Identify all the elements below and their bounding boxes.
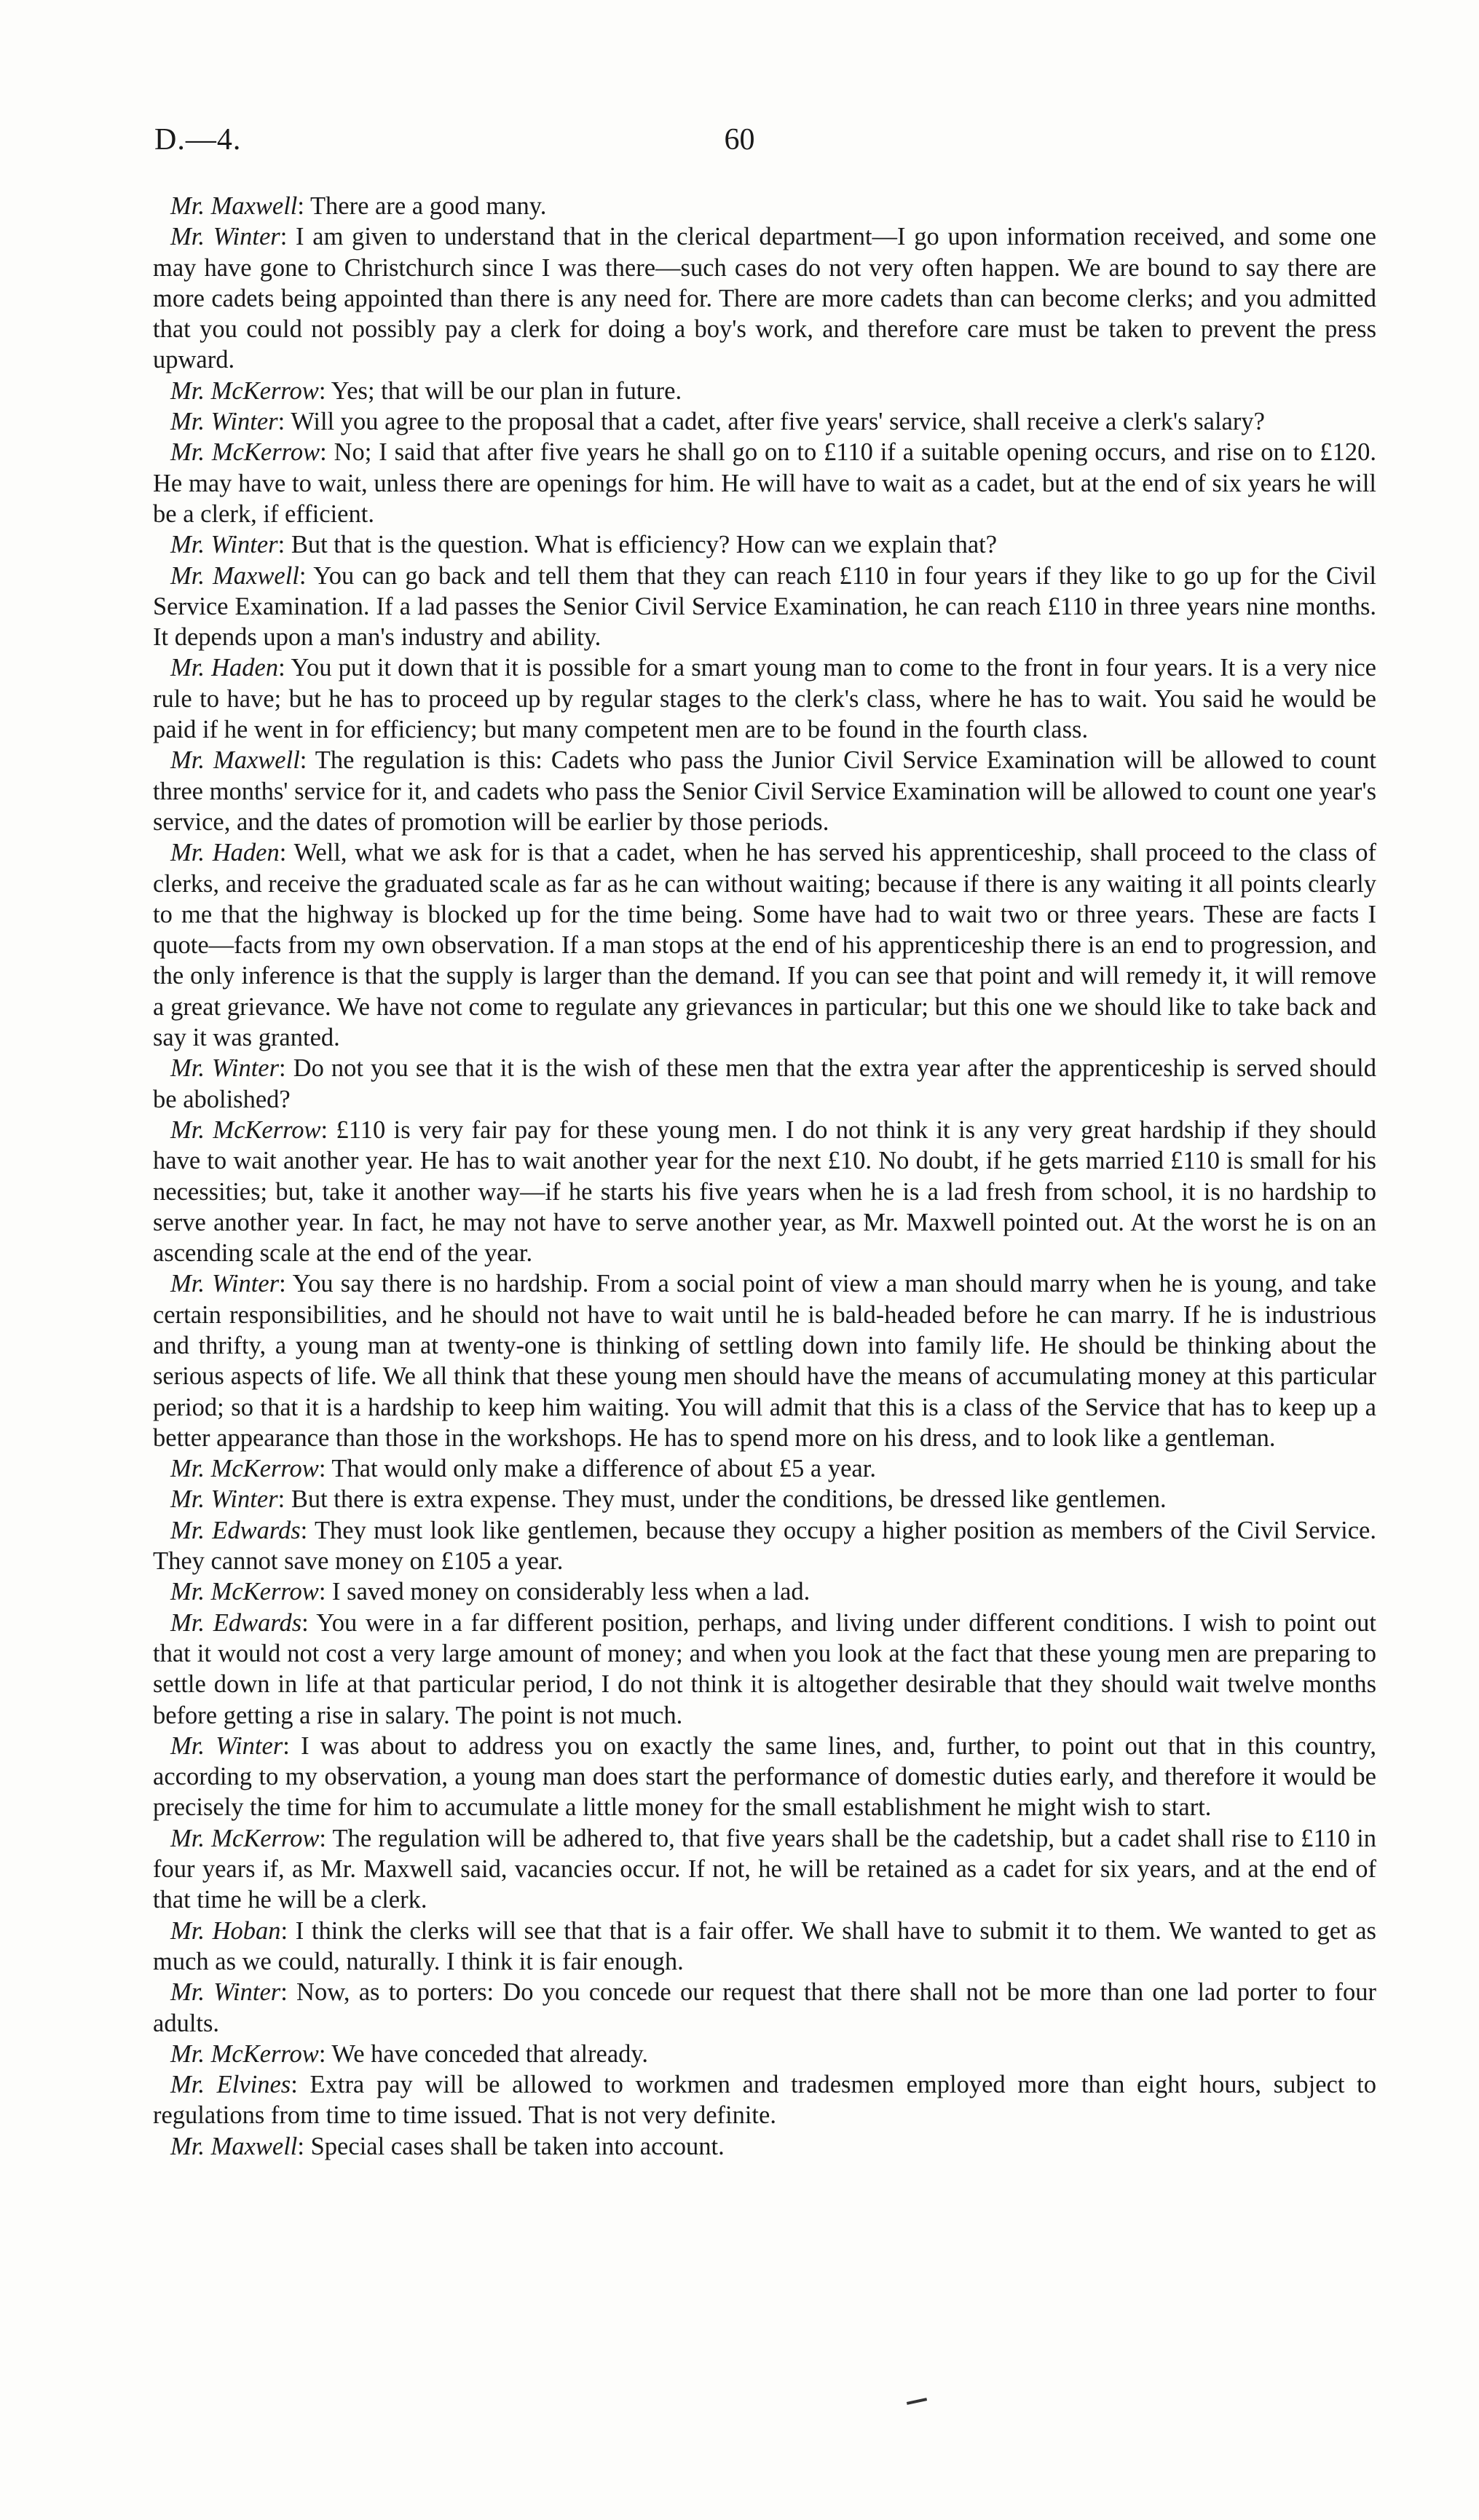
speech-text: £110 is very fair pay for these young men. I do not think it is any very great hardship if they should have to wait another year. He has to wait another year for the next £10. No doubt, if he gets married £110 is small for his necessities; but, take it another way—if he starts his five years when he is a lad fresh from school, it is no hardship to serve another year. In fact, he may not have to serve another year, as Mr. Maxwell pointed out. At the worst he is on an ascending scale at the end of the year. [153,1115,1376,1268]
speech-text: That would only make a difference of about £5 a year. [331,1455,876,1483]
speaker-name: Mr. McKerrow [170,2039,319,2068]
transcript-body [153,191,1376,2162]
speaker-separator: : [318,2039,332,2068]
dialogue-paragraph [153,1053,1376,1115]
dialogue-paragraph [153,221,1376,375]
speaker-name: Mr. Maxwell [170,192,298,220]
speaker-name: Mr. Winter [170,1978,281,2007]
speaker-name: Mr. McKerrow [170,1455,319,1483]
speech-text: You put it down that it is possible for a smart young man to come to the front in four years. It is a very nice rule to have; but he has to proceed up by regular stages to the clerk's class, where he has to wait. You said he would be paid if he went in for efficiency; but many competent men are to be found in the fourth class. [153,654,1376,744]
dialogue-paragraph [153,1453,1376,1484]
speech-text: But there is extra expense. They must, under the conditions, be dressed like gentlemen. [291,1485,1167,1514]
speaker-separator: : [301,1608,317,1637]
speaker-separator: : [279,1270,293,1298]
speaker-name: Mr. Winter [170,408,278,436]
speaker-separator: : [299,561,314,590]
dialogue-paragraph [153,652,1376,745]
speech-text: Now, as to porters: Do you concede our request that there shall not be more than one lad porter to four adults. [153,1978,1376,2037]
speaker-name: Mr. Winter [170,531,278,559]
speaker-name: Mr. Maxwell [170,561,299,590]
dialogue-paragraph [153,2039,1376,2069]
speaker-name: Mr. Hoban [170,1916,281,1945]
dialogue-paragraph [153,2131,1376,2162]
speaker-name: Mr. McKerrow [170,1115,321,1144]
speech-text: Well, what we ask for is that a cadet, when he has served his apprenticeship, shall proceed to the class of clerks, and receive the graduated scale as far as he can without waiting; because if there is any waiting it all points clearly to me that the highway is blocked up for the time being. Some have had to wait two or three years. These are facts I quote—facts from my own observation. If a man stops at the end of his apprenticeship there is an end to progression, and the only inference is that the supply is larger than the demand. If you can see that point and will remedy it, it will remove a great grievance. We have not come to regulate any grievances in particular; but this one we should like to take back and say it was granted. [153,839,1376,1052]
speech-text: You say there is no hardship. From a social point of view a man should marry when he is young, and take certain responsibilities, and he should not have to wait until he is bald-headed before he can marry. If he is industrious and thrifty, a young man at twenty-one is thinking of settling down into family life. He should be thinking about the serious aspects of life. We all think that these young men should have the means of accumulating money at this particular period; so that it is a hardship to keep him waiting. You will admit that this is a class of the Service that has to keep up a better appearance than those in the workshops. He has to spend more on his dress, and to look like a gentleman. [153,1270,1376,1452]
speech-text: You were in a far different position, perhaps, and living under different conditions. I wish to point out that it would not cost a very large amount of money; and when you look at the fact that these young men are preparing to settle down in life at that particular period, I do not think it is altogether desirable that they should wait twelve months before getting a rise in salary. The point is not much. [153,1608,1376,1729]
speech-text: I was about to address you on exactly the same lines, and, further, to point out that in this country, according to my observation, a young man does start the performance of domestic duties early, and therefore it would be precisely the time for him to accumulate a little money for the small establishment he might wish to start. [153,1731,1377,1822]
speaker-separator: : [299,746,315,775]
dialogue-paragraph [153,1268,1376,1453]
speaker-separator: : [280,223,296,251]
dialogue-paragraph [153,1608,1376,1731]
speaker-separator: : [279,1054,293,1083]
dialogue-paragraph [153,1576,1376,1607]
speaker-name: Mr. McKerrow [170,1578,319,1606]
speech-text: There are a good many. [309,192,547,220]
speech-text: They must look like gentlemen, because they occupy a higher position as members of the Civil Service. They cannot save money on £105 a year. [153,1516,1376,1576]
dialogue-paragraph [153,406,1376,437]
speech-text: Special cases shall be taken into account. [310,2132,725,2160]
page-number: 60 [724,123,755,157]
speaker-name: Mr. McKerrow [170,376,319,405]
dialogue-paragraph [153,376,1376,406]
ink-mark [907,2398,927,2405]
dialogue-paragraph [153,745,1376,837]
speaker-name: Mr. Maxwell [170,746,300,775]
dialogue-paragraph [153,1515,1376,1577]
speech-text: I saved money on considerably less when a lad. [332,1578,811,1606]
speaker-separator: : [300,1516,315,1544]
speaker-separator: : [319,1824,333,1852]
speaker-name: Mr. Winter [170,1270,280,1298]
speech-text: I am given to understand that in the clerical department—I go upon information received, and some one may have gone to Christchurch since I was there—such cases do not very often happen. We are bound to say there are more cadets being appointed than there is any need for. There are more cadets than can become clerks; and you admitted that you could not possibly pay a clerk for doing a boy's work, and therefore care must be taken to prevent the press upward. [153,223,1376,374]
speech-text: The regulation will be adhered to, that five years shall be the cadetship, but a cadet shall rise to £110 in four years if, as Mr. Maxwell said, vacancies occur. If not, he will be retained as a cadet for six years, and at the end of that time he will be a clerk. [153,1824,1376,1914]
dialogue-paragraph [153,561,1376,653]
speaker-separator: : [283,1731,301,1760]
speaker-name: Mr. Maxwell [170,2132,298,2160]
speaker-separator: : [297,192,310,220]
speaker-name: Mr. Winter [170,223,280,251]
dialogue-paragraph [153,1484,1376,1514]
speaker-name: Mr. Haden [170,654,279,682]
speech-text: Yes; that will be our plan in future. [331,376,682,405]
speaker-separator: : [280,1978,297,2007]
dialogue-paragraph [153,1916,1376,1978]
speech-text: We have conceded that already. [331,2039,649,2068]
dialogue-paragraph [153,837,1376,1053]
speaker-separator: : [291,2071,310,2099]
speaker-name: Mr. McKerrow [170,438,320,467]
speech-text: Will you agree to the proposal that a cadet, after five years' service, shall receive a clerk's salary? [291,408,1265,436]
speaker-separator: : [277,531,291,559]
speaker-separator: : [277,408,291,436]
speaker-separator: : [318,1455,332,1483]
speaker-separator: : [277,1485,291,1514]
speaker-name: Mr. Edwards [170,1516,301,1544]
dialogue-paragraph [153,1977,1376,2039]
speaker-separator: : [278,654,291,682]
speaker-separator: : [318,376,331,405]
speaker-name: Mr. McKerrow [170,1824,320,1852]
dialogue-paragraph [153,2069,1376,2131]
speaker-name: Mr. Edwards [170,1608,302,1637]
speaker-separator: : [320,438,334,467]
speaker-name: Mr. Elvines [170,2071,291,2099]
speaker-name: Mr. Winter [170,1485,278,1514]
dialogue-paragraph [153,191,1376,221]
dialogue-paragraph [153,437,1376,529]
speech-text: The regulation is this: Cadets who pass the Junior Civil Service Examination will be allowed to count three months' service for it, and cadets who pass the Senior Civil Service Examination will be allowed to count one year's service, and the dates of promotion will be earlier by those periods. [153,746,1376,836]
speech-text: But that is the question. What is efficiency? How can we explain that? [291,531,998,559]
speech-text: You can go back and tell them that they can reach £110 in four years if they like to go up for the Civil Service Examination. If a lad passes the Senior Civil Service Examination, he can reach £110 in three years nine months. It depends upon a man's industry and ability. [153,561,1377,652]
speaker-name: Mr. Winter [170,1731,283,1760]
dialogue-paragraph [153,1115,1376,1268]
speech-text: I think the clerks will see that that is a fair offer. We shall have to submit it to them. We wanted to get as much as we could, naturally. I think it is fair enough. [153,1916,1376,1975]
speaker-separator: : [297,2132,311,2160]
speaker-separator: : [318,1578,333,1606]
speaker-name: Mr. Haden [170,839,280,867]
speech-text: Do not you see that it is the wish of these men that the extra year after the apprenticeship is served should be abolished? [153,1054,1376,1113]
page-header [154,122,1325,166]
speaker-separator: : [320,1115,336,1144]
speaker-name: Mr. Winter [170,1054,280,1083]
speech-text: No; I said that after five years he shall go on to £110 if a suitable opening occurs, and rise on to £120. He may have to wait, unless there are openings for him. He will have to wait as a cadet, but at the end of six years he will be a clerk, if efficient. [153,438,1376,528]
document-reference: D.—4. [154,123,242,157]
dialogue-paragraph [153,1731,1376,1823]
speech-text: Extra pay will be allowed to workmen and tradesmen employed more than eight hours, subject to regulations from time to time issued. That is not very definite. [153,2071,1376,2130]
speaker-separator: : [280,1916,296,1945]
speaker-separator: : [279,839,294,867]
dialogue-paragraph [153,1823,1376,1916]
dialogue-paragraph [153,529,1376,560]
